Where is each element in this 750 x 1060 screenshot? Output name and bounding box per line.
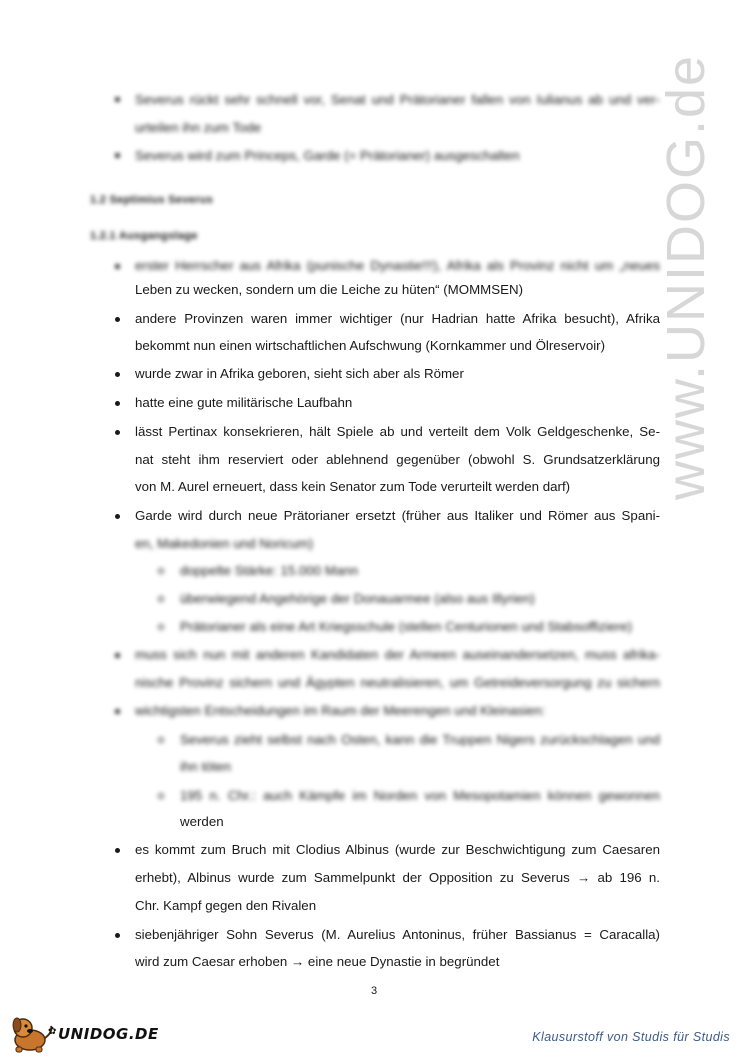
bullet [115, 372, 120, 377]
text-line: Severus zieht selbst nach Osten, kann die Truppen Nigers zurückschlagen und [180, 732, 660, 747]
bullet [115, 709, 120, 714]
text-line: Severus rückt sehr schnell vor, Senat und Prätorianer fallen von Iulianus ab und ver- [135, 92, 660, 107]
sub-bullet [158, 596, 164, 602]
text-line: erhebt), Albinus wurde zum Sammelpunkt der Opposition zu Severus → ab 196 n. [135, 870, 660, 885]
bullet [115, 848, 120, 853]
logo-text: UNIDOG.DE [58, 1025, 159, 1043]
text-line: es kommt zum Bruch mit Clodius Albinus (wurde zur Beschwichtigung zum Caesaren [135, 842, 660, 857]
sub-bullet [158, 793, 164, 799]
text-line: lässt Pertinax konsekrieren, hält Spiele ab und verteilt dem Volk Geldgeschenke, Se- [135, 424, 660, 439]
text-line: siebenjähriger Sohn Severus (M. Aurelius Antoninus, früher Bassianus = Caracalla) [135, 927, 660, 942]
text-line: wichtigsten Entscheidungen im Raum der Meerengen und Kleinasien: [135, 703, 546, 718]
text-line: Leben zu wecken, sondern um die Leiche zu hüten“ (MOMMSEN) [135, 282, 524, 297]
bullet [115, 653, 120, 658]
sub-bullet [158, 737, 164, 743]
bullet [115, 97, 120, 102]
sub-bullet [158, 624, 164, 630]
text-line: en, Makedonien und Noricum) [135, 536, 314, 551]
bullet [115, 514, 120, 519]
text-line: 195 n. Chr.: auch Kämpfe im Norden von Mesopotamien können gewonnen [180, 788, 660, 803]
bullet [115, 933, 120, 938]
text-line: ihn töten [180, 759, 232, 774]
text-line: Chr. Kampf gegen den Rivalen [135, 898, 317, 913]
text-line: überwiegend Angehörige der Donauarmee (also aus Illyrien) [180, 591, 535, 606]
bullet [115, 317, 120, 322]
unidog-logo[interactable] [8, 1014, 168, 1054]
text-line: von M. Aurel erneuert, dass kein Senator zum Tode verurteilt werden darf) [135, 479, 571, 494]
bullet [115, 153, 120, 158]
page-number: 3 [371, 985, 378, 997]
bullet [115, 430, 120, 435]
text-line: nische Provinz sichern und Ägypten neutralisieren, um Getreideversorgung zu sichern [135, 675, 660, 690]
text-line: hatte eine gute militärische Laufbahn [135, 395, 353, 410]
text-line: Prätorianer als eine Art Kriegsschule (stellen Centurionen und Stabsoffiziere) [180, 619, 633, 634]
text-line: wurde zwar in Afrika geboren, sieht sich aber als Römer [135, 366, 464, 381]
text-line: Garde wird durch neue Prätorianer ersetzt (früher aus Italiker und Römer aus Spani- [135, 508, 660, 523]
text-line: Severus wird zum Princeps, Garde (= Prätorianer) ausgeschalten [135, 148, 520, 163]
footer-tagline: Klausurstoff von Studis für Studis [532, 1030, 730, 1044]
text-line: erster Herrscher aus Afrika (punische Dynastie!!!), Afrika als Provinz nicht um „neues [135, 258, 660, 273]
text-line: andere Provinzen waren immer wichtiger (nur Hadrian hatte Afrika besucht), Afrika [135, 311, 660, 326]
watermark: www.UNIDOG.de [656, 53, 716, 500]
section-heading: 1.2 Septimius Severus [90, 194, 214, 206]
text-line: muss sich nun mit anderen Kandidaten der Armeen auseinandersetzen, muss afrika- [135, 647, 660, 662]
text-line: urteilen ihn zum Tode [135, 120, 262, 135]
bullet [115, 264, 120, 269]
paw-icon: ✿ [48, 1026, 57, 1037]
text-line: werden [180, 814, 224, 829]
text-line: bekommt nun einen wirtschaftlichen Aufschwung (Kornkammer und Ölreservoir) [135, 338, 606, 353]
text-line: nat steht ihm reserviert oder ablehnend gegenüber (obwohl S. Grundsatzerklärung [135, 452, 660, 467]
sub-bullet [158, 568, 164, 574]
text-line: wird zum Caesar erhoben → eine neue Dynastie in begründet [135, 954, 500, 969]
subsection-heading: 1.2.1 Ausgangslage [90, 230, 198, 242]
bullet [115, 401, 120, 406]
text-line: doppelte Stärke: 15.000 Mann [180, 563, 359, 578]
